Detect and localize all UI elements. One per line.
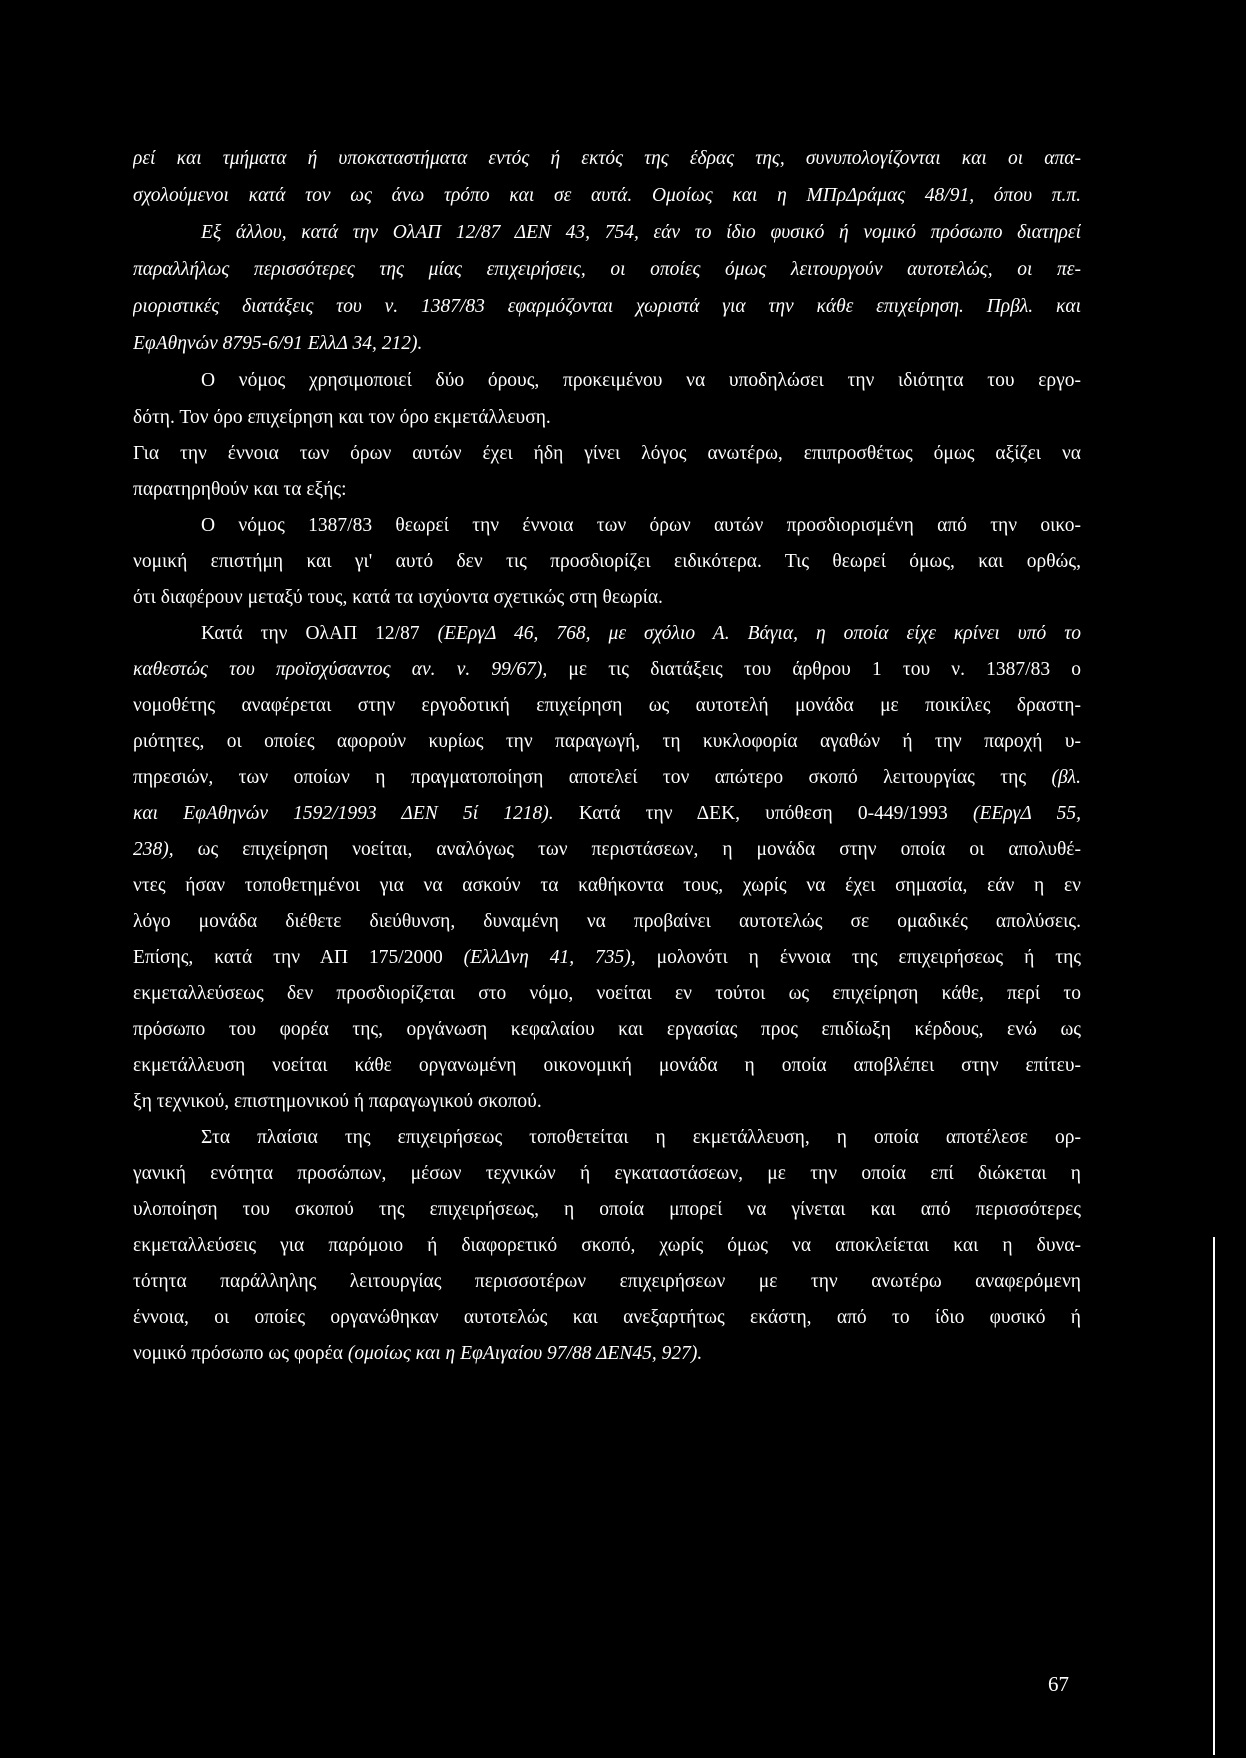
- citation-text: (βλ.: [1051, 767, 1081, 788]
- text-line: [133, 760, 1081, 796]
- body-text-segment: με τις διατάξεις του άρθρου 1 του ν. 1387/83 ο: [547, 659, 1081, 680]
- text-line: [133, 616, 1081, 652]
- text-line: [133, 1300, 1081, 1336]
- text-line: [133, 399, 1081, 436]
- body-text-segment: εκμεταλλεύσεως δεν προσδιορίζεται στο νόμο, νοείται εν τούτοι ως επιχείρηση κάθε, περί το: [133, 983, 1081, 1004]
- body-text-segment: μολονότι η έννοια της επιχειρήσεως ή της: [635, 947, 1081, 968]
- text-line: [133, 904, 1081, 940]
- text-line: [133, 177, 1081, 214]
- body-text-segment: Ο νόμος 1387/83 θεωρεί την έννοια των όρων αυτών προσδιορισμένη από την οικο-: [201, 515, 1081, 536]
- body-text-segment: δότη. Τον όρο επιχείρηση και τον όρο εκμετάλλευση.: [133, 407, 551, 428]
- text-line: [133, 1012, 1081, 1048]
- text-line: [133, 724, 1081, 760]
- citation-text: ρεί και τμήματα ή υποκαταστήματα εντός ή εκτός της έδρας της, συνυπολογίζονται και οι απα-: [133, 148, 1081, 169]
- body-text-segment: ως επιχείρηση νοείται, αναλόγως των περιστάσεων, η μονάδα στην οποία οι απολυθέ-: [173, 839, 1081, 860]
- text-line: [133, 1336, 1081, 1372]
- body-text-segment: έννοια, οι οποίες οργανώθηκαν αυτοτελώς και ανεξαρτήτως εκάστη, από το ίδιο φυσικό ή: [133, 1307, 1081, 1328]
- body-text-segment: Για την έννοια των όρων αυτών έχει ήδη γίνει λόγος ανωτέρω, επιπροσθέτως όμως αξίζει να: [133, 443, 1081, 464]
- margin-rule: [1213, 1237, 1215, 1755]
- body-text-segment: ριότητες, οι οποίες αφορούν κυρίως την παραγωγή, τη κυκλοφορία αγαθών ή την παροχή υ-: [133, 731, 1081, 752]
- citation-text: καθεστώς του προϊσχύσαντος αν. ν. 99/67),: [133, 659, 548, 680]
- text-line: [133, 472, 1081, 508]
- text-line: [133, 214, 1081, 251]
- body-text-segment: Κατά την ΟλΑΠ 12/87: [201, 623, 438, 644]
- citation-text: Εξ άλλου, κατά την ΟλΑΠ 12/87 ΔΕΝ 43, 754, εάν το ίδιο φυσικό ή νομικό πρόσωπο διατηρεί: [201, 222, 1081, 243]
- text-line: [133, 544, 1081, 580]
- text-line: [133, 288, 1081, 325]
- body-text: [133, 140, 1081, 1372]
- citation-text: σχολούμενοι κατά τον ως άνω τρόπο και σε αυτά. Ομοίως και η ΜΠρΔράμας 48/91, όπου π.π.: [133, 185, 1081, 206]
- body-text-segment: γανική ενότητα προσώπων, μέσων τεχνικών ή εγκαταστάσεων, με την οποία επί διώκεται η: [133, 1163, 1081, 1184]
- body-text-segment: Επίσης, κατά την ΑΠ 175/2000: [133, 947, 464, 968]
- text-line: [133, 508, 1081, 544]
- body-text-segment: νομοθέτης αναφέρεται στην εργοδοτική επιχείρηση ως αυτοτελή μονάδα με ποικίλες δραστη-: [133, 695, 1081, 716]
- text-line: [133, 1048, 1081, 1084]
- text-line: [133, 940, 1081, 976]
- citation-text: και ΕφΑθηνών 1592/1993 ΔΕΝ 5ί 1218).: [133, 803, 554, 824]
- body-text-segment: εκμετάλλευση νοείται κάθε οργανωμένη οικονομική μονάδα η οποία αποβλέπει στην επίτευ-: [133, 1055, 1081, 1076]
- text-line: [133, 325, 1081, 362]
- citation-text: ΕφΑθηνών 8795-6/91 ΕλλΔ 34, 212).: [133, 333, 423, 354]
- text-line: [133, 868, 1081, 904]
- body-text-segment: παρατηρηθούν και τα εξής:: [133, 479, 347, 500]
- body-text-segment: εκμεταλλεύσεις για παρόμοιο ή διαφορετικό σκοπό, χωρίς όμως να αποκλείεται και η δυνα-: [133, 1235, 1081, 1256]
- citation-text: παραλλήλως περισσότερες της μίας επιχειρήσεις, οι οποίες όμως λειτουργούν αυτοτελώς, οι πε-: [133, 259, 1081, 280]
- body-text-segment: ξη τεχνικού, επιστημονικού ή παραγωγικού σκοπού.: [133, 1091, 542, 1112]
- body-text-segment: Στα πλαίσια της επιχειρήσεως τοποθετείται η εκμετάλλευση, η οποία αποτέλεσε ορ-: [201, 1127, 1081, 1148]
- text-line: [133, 1156, 1081, 1192]
- text-line: [133, 652, 1081, 688]
- body-text-segment: λόγο μονάδα διέθετε διεύθυνση, δυναμένη να προβαίνει αυτοτελώς σε ομαδικές απολύσεις.: [133, 911, 1081, 932]
- text-line: [133, 688, 1081, 724]
- body-text-segment: νομική επιστήμη και γι' αυτό δεν τις προσδιορίζει ειδικότερα. Τις θεωρεί όμως, και ορθώς,: [133, 551, 1081, 572]
- citation-text: (ΕΕργΔ 46, 768, με σχόλιο Α. Βάγια, η οποία είχε κρίνει υπό το: [437, 623, 1081, 644]
- text-line: [133, 436, 1081, 472]
- text-line: [133, 580, 1081, 616]
- body-text-segment: υλοποίηση του σκοπού της επιχειρήσεως, η οποία μπορεί να γίνεται και από περισσότερες: [133, 1199, 1081, 1220]
- text-line: [133, 1120, 1081, 1156]
- text-line: [133, 1084, 1081, 1120]
- text-line: [133, 362, 1081, 399]
- body-text-segment: Κατά την ΔΕΚ, υπόθεση 0-449/1993: [553, 803, 973, 824]
- citation-text: 238),: [133, 839, 174, 860]
- text-line: [133, 1228, 1081, 1264]
- page-number: 67: [1048, 1672, 1069, 1696]
- text-line: [133, 832, 1081, 868]
- text-line: [133, 251, 1081, 288]
- text-line: [133, 796, 1081, 832]
- text-line: [133, 1192, 1081, 1228]
- text-line: [133, 976, 1081, 1012]
- body-text-segment: Ο νόμος χρησιμοποιεί δύο όρους, προκειμένου να υποδηλώσει την ιδιότητα του εργο-: [201, 370, 1081, 391]
- citation-text: (ΕΕργΔ 55,: [972, 803, 1081, 824]
- body-text-segment: τότητα παράλληλης λειτουργίας περισσοτέρων επιχειρήσεων με την ανωτέρω αναφερόμενη: [133, 1271, 1081, 1292]
- citation-text: (ΕλλΔνη 41, 735),: [463, 947, 636, 968]
- citation-text: (ομοίως και η ΕφΑιγαίου 97/88 ΔΕΝ45, 927).: [347, 1343, 703, 1364]
- body-text-segment: πρόσωπο του φορέα της, οργάνωση κεφαλαίου και εργασίας προς επιδίωξη κέρδους, ενώ ως: [133, 1019, 1081, 1040]
- body-text-segment: νομικό πρόσωπο ως φορέα: [133, 1343, 348, 1364]
- body-text-segment: πηρεσιών, των οποίων η πραγματοποίηση αποτελεί τον απώτερο σκοπό λειτουργίας της: [133, 767, 1052, 788]
- body-text-segment: ότι διαφέρουν μεταξύ τους, κατά τα ισχύοντα σχετικώς στη θεωρία.: [133, 587, 663, 608]
- citation-text: ριοριστικές διατάξεις του ν. 1387/83 εφαρμόζονται χωριστά για την κάθε επιχείρηση. Πρβλ. και: [133, 296, 1081, 317]
- text-line: [133, 140, 1081, 177]
- body-text-segment: ντες ήσαν τοποθετημένοι για να ασκούν τα καθήκοντα τους, χωρίς να έχει σημασία, εάν η εν: [133, 875, 1081, 896]
- text-line: [133, 1264, 1081, 1300]
